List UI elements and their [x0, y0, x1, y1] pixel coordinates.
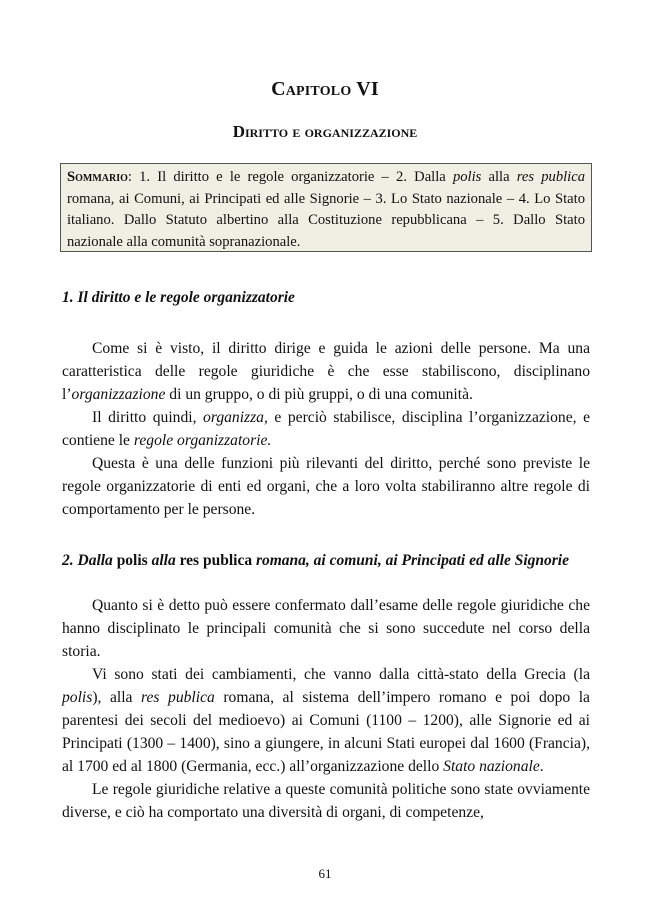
heading-run-upright: res publica	[179, 552, 253, 569]
text-run: Vi sono stati dei cambiamenti, che vanno dalla città-stato della Grecia (la	[92, 666, 590, 683]
paragraph	[62, 406, 590, 452]
chapter-title: Diritto e organizzazione	[232, 122, 418, 141]
paragraph: Quanto si è detto può essere confermato dall’esame delle regole giuridiche che hanno disciplinato le principali comunità che si sono succedute nel corso della storia.	[62, 597, 590, 660]
text-run: Come si è visto, il diritto dirige e guida le azioni delle persone. Ma una caratteristica delle regole giuridiche è che esse stabiliscono, disciplinano l’	[62, 340, 590, 403]
paragraph	[62, 337, 590, 406]
text-run: e perciò stabilisce, disciplina l’organizzazione, e contiene le	[62, 409, 591, 449]
text-run-italic: res publica	[141, 689, 215, 706]
section-2-body	[62, 594, 590, 824]
text-run: Il diritto quindi,	[92, 409, 204, 426]
paragraph: Le regole giuridiche relative a queste comunità politiche sono state ovviamente diverse, e ciò ha comportato una diversità di organi, di competenze,	[62, 781, 590, 821]
summary-text-4: res publica	[516, 169, 585, 185]
summary-text-3: alla	[481, 169, 517, 185]
section-1-heading: 1. Il diritto e le regole organizzatorie	[62, 289, 295, 306]
text-run-italic: polis	[62, 689, 93, 706]
page-number: 61	[318, 866, 332, 881]
summary-box	[60, 163, 592, 252]
text-run-italic: regole organizzatorie.	[133, 432, 272, 449]
section-2-heading	[62, 552, 592, 570]
section-1-body	[62, 337, 590, 521]
text-run: ), alla	[92, 689, 141, 706]
text-run: di un gruppo, o di più gruppi, o di una comunità.	[165, 386, 473, 403]
paragraph	[62, 663, 590, 778]
text-run: romana, al sistema dell’impero romano e poi dopo la parentesi dei secoli del medioevo) ai Comuni (1100 – 1200), alle Signorie ed ai Principati (1300 – 1400), sino a giungere, in alcuni Stati europei dal 1600 (Francia), al 1700 ed al 1800 (Germania, ecc.) all’organizzazione dello	[62, 689, 590, 775]
summary-text-2: polis	[452, 169, 482, 185]
summary-text-5: romana, ai Comuni, ai Principati ed alle Signorie – 3. Lo Stato nazionale – 4. Lo Stato italiano. Dallo Statuto albertino alla Costituzione repubblicana – 5. Dallo Stato nazionale alla comunità sopranazionale.	[67, 190, 585, 250]
summary-text-1: : 1. Il diritto e le regole organizzatorie – 2. Dalla	[127, 169, 453, 185]
text-run: .	[539, 758, 544, 775]
text-run-italic: Stato nazionale	[443, 758, 540, 775]
heading-run: alla	[147, 552, 180, 569]
heading-run: romana, ai comuni, ai Principati ed alle Signorie	[252, 552, 569, 569]
text-run-italic: organizza,	[203, 409, 268, 426]
heading-run-upright: polis	[116, 552, 148, 569]
chapter-number: Capitolo VI	[271, 78, 379, 100]
summary-label: Sommario	[67, 169, 128, 185]
paragraph: Questa è una delle funzioni più rilevanti del diritto, perché sono previste le regole organizzatorie di enti ed organi, che a loro volta stabiliranno altre regole di comportamento per le persone.	[62, 455, 590, 518]
text-run-italic: organizzazione	[71, 386, 166, 403]
heading-run: 2. Dalla	[62, 552, 117, 569]
